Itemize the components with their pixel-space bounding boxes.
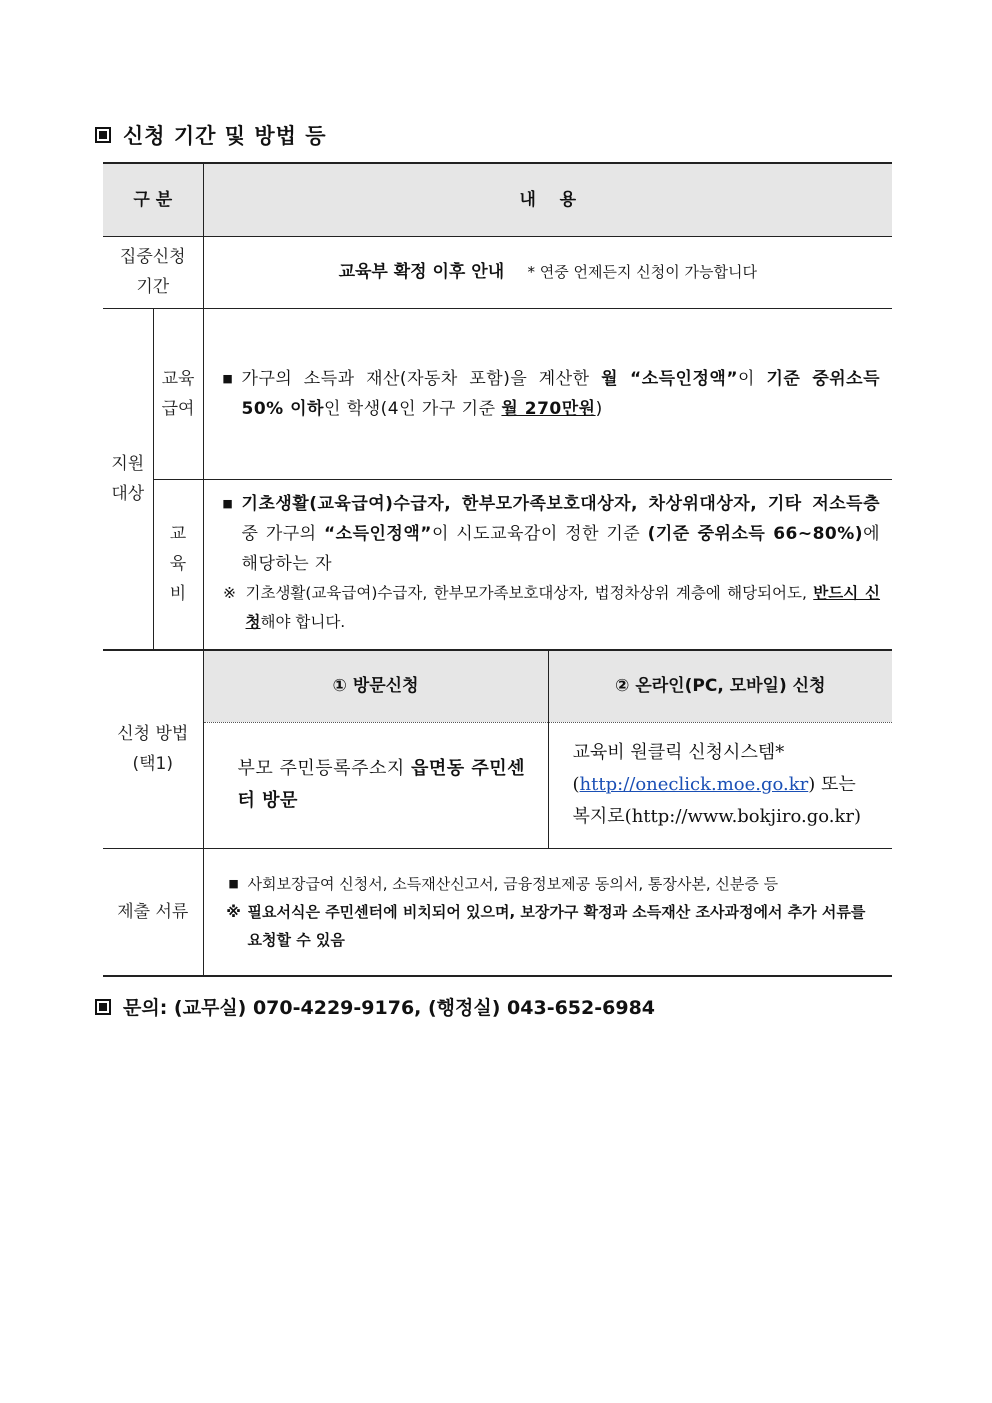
filled-square-icon (95, 127, 111, 143)
online-header: ② 온라인(PC, 모바일) 신청 (548, 650, 892, 722)
method-body-row (103, 722, 892, 848)
documents-label: 제출 서류 (103, 848, 203, 976)
contact-line (95, 993, 655, 1020)
square-bullet-icon: ■ (228, 876, 239, 890)
method-label: 신청 방법 (택1) (103, 650, 203, 848)
edu-cost-label: 교 육 비 (153, 479, 203, 650)
edu-benefit-label: 교육 급여 (153, 308, 203, 479)
edu-benefit-content (203, 308, 892, 479)
documents-row (103, 848, 892, 976)
filled-square-icon (95, 999, 111, 1015)
header-content: 내 용 (203, 163, 892, 236)
visit-content: 부모 주민등록주소지 읍면동 주민센터 방문 (203, 722, 548, 848)
square-bullet-icon: ■ (222, 371, 233, 385)
period-row (103, 236, 892, 308)
edu-benefit-text: 가구의 소득과 재산(자동차 포함)을 계산한 월 “소득인정액”이 기준 중위소득 50% 이하인 학생(4인 가구 기준 월 270만원) (241, 368, 881, 419)
edu-cost-content (203, 479, 892, 650)
contact-text: 문의: (교무실) 070-4229-9176, (행정실) 043-652-6984 (123, 997, 656, 1019)
period-label: 집중신청 기간 (103, 236, 203, 308)
documents-content (203, 848, 892, 976)
method-header-row (103, 650, 892, 722)
reference-mark-icon: ※ (226, 902, 241, 921)
edu-cost-note: ※ 기초생활(교육급여)수급자, 한부모가족보호대상자, 법정차상위 계층에 해당되어도, 반드시 신청해야 합니다. (214, 579, 881, 637)
period-note: * 연중 언제든지 신청이 가능합니다 (527, 263, 757, 281)
application-table (103, 162, 892, 977)
edu-benefit-row (103, 308, 892, 479)
target-label: 지원 대상 (103, 308, 153, 650)
edu-cost-row (103, 479, 892, 650)
section-title: 신청 기간 및 방법 등 (123, 124, 327, 148)
section-heading (95, 120, 327, 150)
documents-item: ■ 사회보장급여 신청서, 소득재산신고서, 금융정보제공 동의서, 통장사본, 신분증 등 (220, 870, 879, 898)
period-content (203, 236, 892, 308)
square-bullet-icon: ■ (222, 497, 233, 511)
online-content: 교육비 원클릭 신청시스템* (http://oneclick.moe.go.kr) 또는 복지로(http://www.bokjiro.go.kr) (572, 742, 862, 827)
oneclick-link[interactable]: http://oneclick.moe.go.kr (579, 774, 809, 795)
documents-note: ※ 필요서식은 주민센터에 비치되어 있으며, 보장가구 확정과 소득재산 조사과정에서 추가 서류를 요청할 수 있음 (220, 898, 879, 954)
visit-header: ① 방문신청 (203, 650, 548, 722)
table-header-row (103, 163, 892, 236)
header-category: 구 분 (103, 163, 203, 236)
reference-mark-icon: ※ (223, 584, 237, 603)
edu-cost-text: 기초생활(교육급여)수급자, 한부모가족보호대상자, 차상위대상자, 기타 저소득층 중 가구의 “소득인정액”이 시도교육감이 정한 기준 (기준 중위소득 66~80%)에 해당하는 자 (241, 494, 881, 575)
period-main: 교육부 확정 이후 안내 (338, 262, 505, 282)
